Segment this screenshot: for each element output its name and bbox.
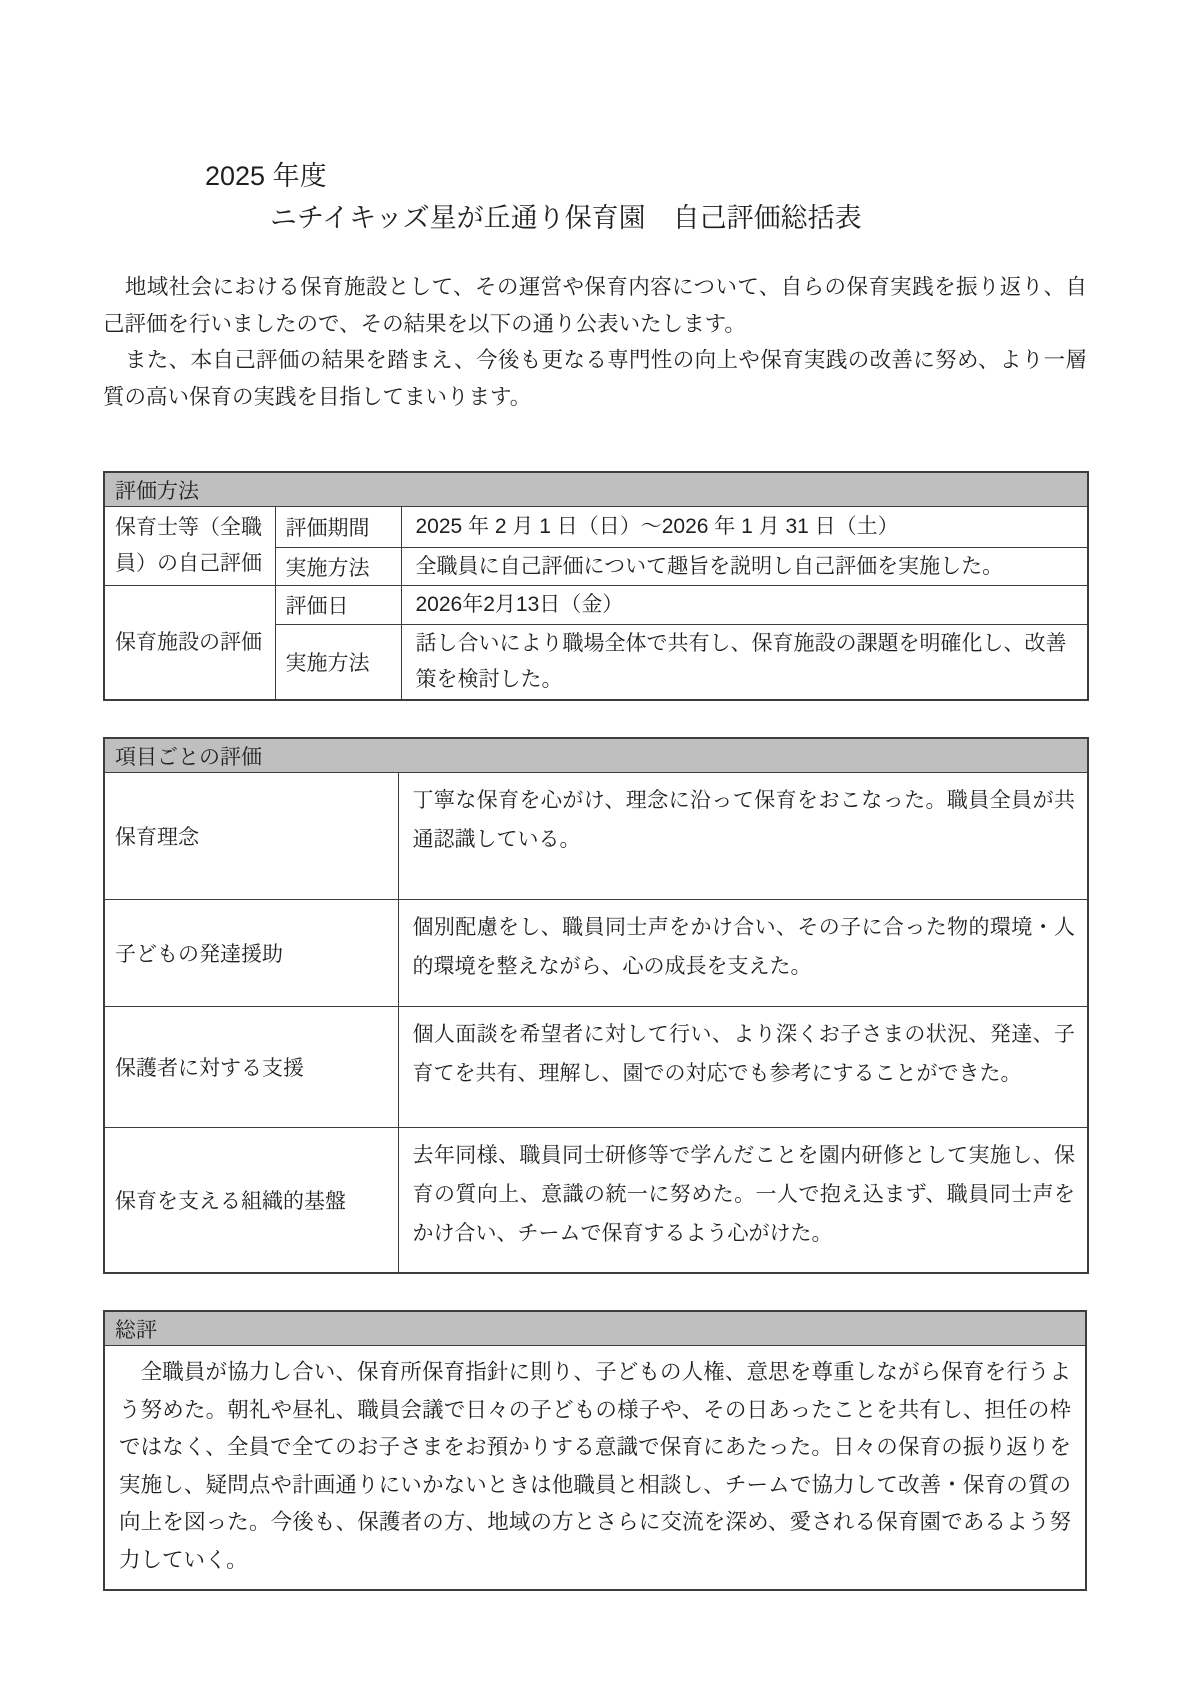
item-comment: 個人面談を希望者に対して行い、より深くお子さまの状況、発達、子育てを共有、理解し、園での対応でも参考にすることができた。 — [398, 1007, 1088, 1128]
document-content — [103, 0, 1087, 1591]
intro-paragraph-2: また、本自己評価の結果を踏まえ、今後も更なる専門性の向上や保育実践の改善に努め、より一層質の高い保育の実践を目指してまいります。 — [103, 348, 1087, 409]
table-row — [104, 773, 1088, 900]
item-name-guardian-support: 保護者に対する支援 — [104, 1007, 398, 1128]
cell-value-implementation-method-2: 話し合いにより職場全体で共有し、保育施設の課題を明確化し、改善策を検討した。 — [401, 625, 1088, 701]
cell-value-evaluation-period: 2025 年 2 月 1 日（日）～2026 年 1 月 31 日（土） — [401, 507, 1088, 548]
cell-label-implementation-method-2: 実施方法 — [275, 625, 401, 701]
item-name-organizational-foundation: 保育を支える組織的基盤 — [104, 1128, 398, 1274]
evaluation-method-table — [103, 471, 1089, 701]
cell-label-implementation-method: 実施方法 — [275, 548, 401, 586]
document-title: ニチイキッズ星が丘通り保育園 自己評価総括表 — [270, 203, 862, 233]
intro-paragraph-1: 地域社会における保育施設として、その運営や保育内容について、自らの保育実践を振り返り、自己評価を行いましたので、その結果を以下の通り公表いたします。 — [103, 275, 1087, 336]
section-title: 総評 — [104, 1311, 1086, 1346]
item-name-childcare-philosophy: 保育理念 — [104, 773, 398, 900]
section-header-item-evaluation — [104, 738, 1088, 773]
cell-value-implementation-method: 全職員に自己評価について趣旨を説明し自己評価を実施した。 — [401, 548, 1088, 586]
cell-value-evaluation-date: 2026年2月13日（金） — [401, 586, 1088, 625]
subject-facility-evaluation: 保育施設の評価 — [104, 586, 275, 701]
section-header-overall — [104, 1311, 1086, 1346]
item-name-child-development-support: 子どもの発達援助 — [104, 900, 398, 1007]
subject-staff-self-evaluation: 保育士等（全職員）の自己評価 — [104, 507, 275, 586]
table-row — [104, 900, 1088, 1007]
overall-evaluation-table — [103, 1310, 1087, 1591]
table-row — [104, 586, 1088, 625]
cell-label-evaluation-period: 評価期間 — [275, 507, 401, 548]
intro-section — [103, 269, 1087, 415]
item-comment: 丁寧な保育を心がけ、理念に沿って保育をおこなった。職員全員が共通認識している。 — [398, 773, 1088, 900]
section-title: 項目ごとの評価 — [104, 738, 1088, 773]
table-row — [104, 507, 1088, 548]
section-title: 評価方法 — [104, 472, 1088, 507]
table-row — [104, 1007, 1088, 1128]
fiscal-year-text: 2025 年度 — [205, 161, 327, 191]
section-header-evaluation-method — [104, 472, 1088, 507]
overall-comment: 全職員が協力し合い、保育所保育指針に則り、子どもの人権、意思を尊重しながら保育を行うよう努めた。朝礼や昼礼、職員会議で日々の子どもの様子や、その日あったことを共有し、担任の枠ではなく、全員で全てのお子さまをお預かりする意識で保育にあたった。日々の保育の振り返りを実施し、疑問点や計画通りにいかないときは他職員と相談し、チームで協力して改善・保育の質の向上を図った。今後も、保護者の方、地域の方とさらに交流を深め、愛される保育園であるよう努力していく。 — [104, 1346, 1086, 1591]
table-row — [104, 1346, 1086, 1591]
cell-label-evaluation-date: 評価日 — [275, 586, 401, 625]
table-row — [104, 1128, 1088, 1274]
item-comment: 去年同様、職員同士研修等で学んだことを園内研修として実施し、保育の質向上、意識の統一に努めた。一人で抱え込まず、職員同士声をかけ合い、チームで保育するよう心がけた。 — [398, 1128, 1088, 1274]
item-comment: 個別配慮をし、職員同士声をかけ合い、その子に合った物的環境・人的環境を整えながら、心の成長を支えた。 — [398, 900, 1088, 1007]
item-evaluation-table — [103, 737, 1089, 1274]
